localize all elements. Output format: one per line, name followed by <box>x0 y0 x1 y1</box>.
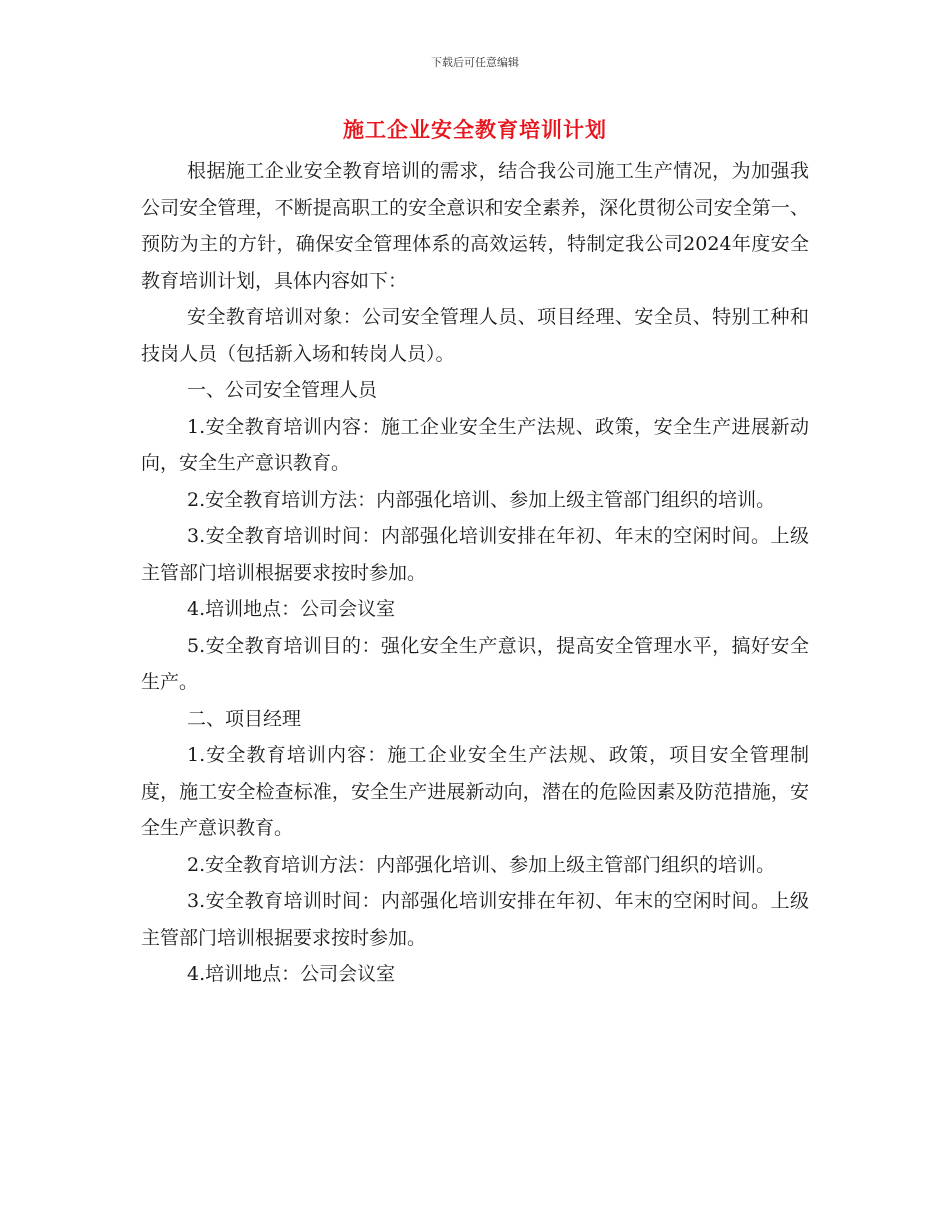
section1-item3: 3.安全教育培训时间：内部强化培训安排在年初、年末的空闲时间。上级主管部门培训根据要求按时参加。 <box>141 525 809 584</box>
section2-item2: 2.安全教育培训方法：内部强化培训、参加上级主管部门组织的培训。 <box>187 853 776 876</box>
section2-item4: 4.培训地点：公司会议室 <box>187 963 396 985</box>
intro-paragraph: 根据施工企业安全教育培训的需求，结合我公司施工生产情况，为加强我公司安全管理，不断提高职工的安全意识和安全素养，深化贯彻公司安全第一、预防为主的方针，确保安全管理体系的高效运转，特制定我公司2024年度安全教育培训计划，具体内容如下： <box>141 160 809 292</box>
document-body <box>141 153 809 993</box>
section1-item2: 2.安全教育培训方法：内部强化培训、参加上级主管部门组织的培训。 <box>187 488 776 511</box>
section1-item5: 5.安全教育培训目的：强化安全生产意识，提高安全管理水平，搞好安全生产。 <box>141 634 809 693</box>
header-note: 下载后可任意编辑 <box>431 56 519 69</box>
section2-item1: 1.安全教育培训内容：施工企业安全生产法规、政策，项目安全管理制度，施工安全检查标准，安全生产进展新动向，潜在的危险因素及防范措施，安全生产意识教育。 <box>141 744 809 839</box>
training-targets-paragraph: 安全教育培训对象：公司安全管理人员、项目经理、安全员、特别工种和技岗人员（包括新入场和转岗人员）。 <box>141 306 809 365</box>
section-heading-project-manager: 二、项目经理 <box>187 707 302 730</box>
section2-item3: 3.安全教育培训时间：内部强化培训安排在年初、年末的空闲时间。上级主管部门培训根据要求按时参加。 <box>141 890 809 949</box>
section-heading-company-safety-staff: 一、公司安全管理人员 <box>187 379 378 401</box>
section1-item4: 4.培训地点：公司会议室 <box>187 598 396 620</box>
section1-item1: 1.安全教育培训内容：施工企业安全生产法规、政策，安全生产进展新动向，安全生产意识教育。 <box>141 415 809 474</box>
document-title: 施工企业安全教育培训计划 <box>343 118 607 142</box>
